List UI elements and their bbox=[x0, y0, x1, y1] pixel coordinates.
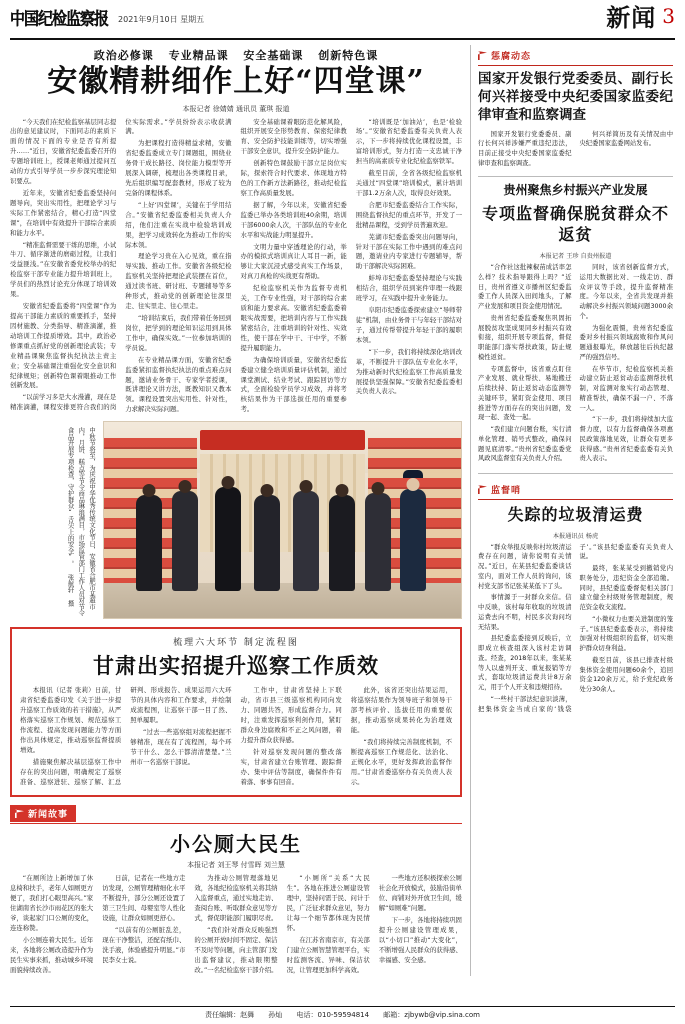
kicker-4: 创新特色课 bbox=[318, 49, 379, 62]
guizhou-para: “我们建立问题台账，实行清单化管理、销号式整改，确保问题见底清零。”贵州省纪委监委党风政风监督室有关负责人介绍。 bbox=[478, 426, 572, 463]
news-story-para: “小厕所”关系“大民生”。各地在推进公厕建设管理中，坚持问需于民、问计于民，广泛征求群众意见，努力让每一个细节都体现为民情怀。 bbox=[286, 874, 370, 933]
supervision-headline: 失踪的垃圾清运费 bbox=[507, 505, 644, 525]
photo-block bbox=[10, 421, 462, 619]
masthead bbox=[10, 3, 675, 40]
guizhou-para: “下一步，我们将持续加大监督力度，以有力监督确保各项惠民政策落地见效，让群众有更多获得感。”贵州省纪委监委有关负责人表示。 bbox=[579, 416, 673, 463]
photo-caption: 中秋节将至，为庆祝中华优秀传统文化节日，安徽省合肥市某超市内，月饼、糕点等节令商品琳琅满目，市场监管部门工作人员对节令食品开展专项检查，守护群众“舌尖上的安全”。 bbox=[66, 427, 95, 617]
photo-banner bbox=[200, 430, 364, 450]
lead-para: 阜阳市纪委监委探索建立“导师带徒”机制，由业务骨干与年轻干部结对子，通过传帮带提升年轻干部的履职本领。 bbox=[355, 306, 462, 344]
supervision-byline: 本报通讯员 杨虎 bbox=[552, 532, 599, 540]
news-story-para: “在厕所边上新增加了休息椅和扶手，老年人如厕更方便了，我们打心眼里高兴。”家住湖南省长沙市雨花区的张大爷，谈起家门口公厕的变化，连连称赞。 bbox=[10, 874, 94, 933]
photo-person bbox=[254, 495, 280, 591]
guizhou-byline: 本报记者 王珍 自贵州报道 bbox=[539, 253, 612, 261]
photo-credit: 张航轩 摄 bbox=[66, 574, 74, 607]
footer-phone: 电话：010-59594814 bbox=[296, 1011, 370, 1019]
lead-kickers bbox=[10, 47, 462, 63]
corruption-news-body bbox=[478, 130, 673, 169]
photo-person bbox=[215, 487, 241, 591]
feature-para: 本报讯（记者 张莉）日前，甘肃省纪委监委印发《关于进一步提升巡察工作质效的若干措施》，从严格落实巡察工作规划、规范巡察工作流程、提高发现问题能力等方面作出具体规定，推动巡察监督提质增效。 bbox=[20, 686, 122, 754]
supervision-para: 事情源于一封群众来信。信中反映，该村每年收取的垃圾清运费去向不明，村民多次询问均无结果。 bbox=[478, 594, 572, 631]
supervision-flag-label: 监督哨 bbox=[491, 486, 522, 497]
lead-para: “下一步，我们将持续深化培训改革，不断提升干部队伍专业化水平，为推动新时代纪检监察工作高质量发展提供坚强保障。”安徽省纪委监委相关负责人表示。 bbox=[355, 347, 462, 396]
footer-editor: 责任编辑：赵舞 bbox=[205, 1011, 255, 1019]
news-story-section bbox=[10, 797, 462, 975]
feature-para: “过去一些巡察组对流程把握不够精准，现在有了流程图，每个环节干什么、怎么干都清清楚楚。”兰州市一名巡察干部说。 bbox=[130, 727, 232, 766]
news-story-body bbox=[10, 874, 462, 975]
guizhou-para: 在毕节市，纪检监察机关推动建立防止返贫动态监测帮扶机制，对监测对象实行动态管理、精准帮扶，确保不漏一户、不落一人。 bbox=[579, 365, 673, 412]
guizhou-kicker: 贵州聚焦乡村振兴产业发展 bbox=[503, 182, 648, 197]
kicker-3: 安全基础课 bbox=[243, 49, 304, 62]
photo-person bbox=[329, 495, 355, 591]
right-divider-2 bbox=[478, 473, 673, 474]
lead-para: 安徽省纪委监委将“四堂课”作为提高干部能力素质的重要抓手，坚持因材施教、分类指导、精准滴灌，推动培训工作提质增效。其中，政治必修课重点抓好党的创新理论武装；专业精品课聚焦监督执纪执法主责主业；安全基础课注重强化安全意识和纪律规矩；创新特色课着眼推动工作创新发展。 bbox=[10, 302, 117, 390]
guizhou-para: 贵州省纪委监委聚焦巩固拓展脱贫攻坚成果同乡村振兴有效衔接，组织开展专项监督，督促职能部门落实帮扶政策，防止规模性返贫。 bbox=[478, 314, 572, 361]
page-footer bbox=[10, 1006, 675, 1020]
page-number: 3 bbox=[662, 4, 675, 28]
photo-person-officer bbox=[400, 489, 426, 591]
guizhou-para: 专项监督中，该省重点盯住产业发展、就业帮扶、易地搬迁后续扶持、防止返贫动态监测等关键环节，紧盯资金使用、项目推进等方面存在的突出问题，发现一起、查处一起。 bbox=[478, 365, 572, 422]
supervision-body bbox=[478, 543, 673, 715]
lead-para: 蚌埠市纪委监委坚持理论与实践相结合，组织学员到案件审理一线跟班学习，在实践中提升业务能力。 bbox=[355, 274, 462, 303]
news-story-para: 下一步，各地将持续巩固提升公厕建设管理成果，以“小切口”推动“大变化”，不断增强人民群众的获得感、幸福感、安全感。 bbox=[378, 916, 462, 964]
lead-para: 近年来，安徽省纪委监委坚持问题导向，突出实用性，把理论学习与实际工作紧密结合，精心打造“四堂课”，在培训中有效提升干部综合素质和能力水平。 bbox=[10, 188, 117, 237]
lead-para: 为确保培训质量，安徽省纪委监委建立健全培训质量评估机制，通过课堂测试、结业考试、跟踪回访等方式，全面检验学员学习成效，并将考核结果作为干部选拔任用的重要参考。 bbox=[240, 355, 347, 414]
feature-para: 针对巡察发现问题的整改落实，甘肃省建立台账管理、跟踪督办、集中评估等制度，确保件件有着落、事事有回音。 bbox=[240, 747, 342, 786]
lead-para: 截至目前，全省各级纪检监察机关通过“四堂课”培训模式，累计培训干部1.2万余人次，取得良好效果。 bbox=[355, 169, 462, 197]
masthead-left bbox=[10, 6, 205, 30]
page-body bbox=[10, 45, 675, 976]
lead-para: “培训结束后，我们带着任务回到岗位，把学到的理论知识运用到具体工作中，确保实效。”一位参加培训的学员说。 bbox=[125, 314, 232, 352]
photo-person bbox=[172, 491, 198, 591]
lead-para: 在专业精品课方面，安徽省纪委监委紧扣监督执纪执法的重点难点问题，邀请业务骨干、专家学者授课，既讲理论又讲方法，既教知识又教本领。课程设置突出实用性、针对性，力求解决实际问题。 bbox=[125, 355, 232, 414]
kicker-1: 政治必修课 bbox=[93, 49, 154, 62]
lead-para: 文明力量中穿透理论的行动，举办的模拟式培训真让人耳目一新，能够让大家沉浸式感受真实工作场景，对真刀真枪的实战更有帮助。 bbox=[240, 242, 347, 281]
feature-para: 工作中，甘肃省坚持上下联动，省市县三级巡察机构同向发力、同题共答，形成监督合力。同时，注重发挥巡察利剑作用，紧盯群众身边腐败和不正之风问题，着力提升群众获得感。 bbox=[240, 686, 342, 744]
feature-para: “我们将持续完善制度机制，不断提高巡察工作规范化、法治化、正规化水平，更好发挥政治监督作用。”甘肃省委巡察办有关负责人表示。 bbox=[350, 737, 452, 786]
right-divider-1 bbox=[478, 176, 673, 177]
lead-para: “以前学习多是大水漫灌，现在是精准滴灌，课程安排更符合我们的岗位实际需求。”学员纷纷表示收获满满。 bbox=[10, 117, 232, 412]
corruption-news-para: 何兴祥简历及有关情况由中央纪委国家监委网站发布。 bbox=[579, 130, 673, 148]
guizhou-para: “合作社这批辣椒苗成活率怎么样？技术指导跟得上吗？”近日，贵州省遵义市播州区纪委监委工作人员深入田间地头，了解产业发展和项目资金使用情况。 bbox=[478, 264, 572, 311]
corruption-news-para: 国家开发银行党委委员、副行长何兴祥涉嫌严重违纪违法，目前正接受中央纪委国家监委纪律审查和监察调查。 bbox=[478, 130, 572, 167]
news-story-para: 一些地方还积极探索公厕社会化开放模式，鼓励沿街单位、商铺对外开放卫生间，缓解“如厕难”问题。 bbox=[378, 874, 462, 913]
footer-proof: 孙灿 bbox=[268, 1011, 283, 1019]
guizhou-para: 同时，该省创新监督方式，运用大数据比对、一线走访、群众评议等手段，提升监督精准度。今年以来，全省共发现并推动解决乡村振兴领域问题3000余个。 bbox=[579, 264, 673, 320]
flag-icon bbox=[478, 485, 487, 494]
news-story-flag-label: 新闻故事 bbox=[28, 810, 69, 821]
news-story-para: “我们针对群众反映强烈的公厕开放时间不固定、保洁不及时等问题，向主管部门发出监督建议，推动限期整改。”一名纪检监察干部介绍。 bbox=[194, 926, 278, 974]
news-story-byline: 本报记者 刘王琴 付雪晖 刘兰慧 bbox=[187, 861, 285, 870]
supervision-rule bbox=[478, 499, 673, 500]
right-column bbox=[470, 45, 673, 976]
lead-para: 安全基础课着眼防范化解风险，组织开展安全形势教育、保密纪律教育、安全防护技能训练等，切实增强干部安全意识，提升安全防护能力。 bbox=[240, 117, 347, 156]
news-story-para: 在江苏省南京市，有关部门建立公厕智慧管理平台，实时监测客流、异味、保洁状况，让管理更加科学高效。 bbox=[286, 935, 370, 974]
supervision-para: 最终，张某某受到撤销党内职务处分，违纪资金全部追缴。同时，县纪委监委督促相关部门建立健全村级财务管理制度，规范资金收支流程。 bbox=[579, 565, 673, 612]
feature-para: 此外，该省还突出结果运用，将巡察结果作为领导班子和领导干部考核评价、选拔任用的重要依据，推动巡察成果转化为治理效能。 bbox=[350, 686, 452, 734]
photo-person bbox=[365, 493, 391, 591]
supervision-para: “小微权力也要关进制度的笼子。”该县纪委监委表示，将持续加强对村级组织的监督，切实维护群众切身利益。 bbox=[579, 615, 673, 653]
news-photo bbox=[103, 421, 462, 619]
paper-title: 中国纪检监察报 bbox=[10, 8, 109, 30]
section-title: 新闻 bbox=[606, 3, 657, 32]
feature-para: 措施聚焦解决基层巡察工作中存在的突出问题，明确规定了巡察准备、巡察进驻、巡察了解、汇总研判、形成报告、成果运用六大环节的具体内容和工作要求，并绘制成流程图，让巡察干部一目了然、照单履职。 bbox=[20, 686, 232, 786]
supervision-flag bbox=[478, 483, 521, 496]
corruption-news-rule bbox=[478, 65, 673, 66]
corruption-news-flag-label: 惩腐动态 bbox=[491, 52, 532, 62]
guizhou-headline: 专项监督确保脱贫群众不返贫 bbox=[481, 203, 669, 245]
news-story-para: 为推动公厕管理落地见效，各地纪检监察机关将其纳入监督重点，通过实地走访、查阅台账、听取群众意见等方式，督促职能部门履职尽责。 bbox=[194, 874, 278, 923]
lead-para: 创新特色课鼓励干部立足岗位实际，探索符合时代要求、体现地方特色的工作新方法新路径，推动纪检监察工作高质量发展。 bbox=[240, 159, 347, 197]
news-story-headline: 小公厕大民生 bbox=[170, 832, 302, 857]
feature-headline: 甘肃出实招提升巡察工作质效 bbox=[93, 653, 379, 679]
flag-icon bbox=[478, 51, 487, 60]
lead-para: 合肥市纪委监委结合工作实际，围绕监督执纪的重点环节，开发了一批精品课程，受到学员普遍欢迎。 bbox=[355, 200, 462, 229]
lead-body bbox=[10, 118, 462, 416]
lead-para: “上好‘四堂课’，关键在于学用结合。”安徽省纪委监委相关负责人介绍，他们注重在实战中检验培训成果，把学习成效转化为推动工作的实际本领。 bbox=[125, 200, 232, 249]
kicker-2: 专业精品课 bbox=[168, 49, 229, 62]
lead-para: 纪检监察机关作为监督专责机关，工作专业性强，对干部的综合素质和能力要求高。安徽省纪委监委着眼实战需要，把培训内容与工作实践紧密结合，注重培训的针对性、实效性，使干部在学中干、干中学，不断提升履职能力。 bbox=[240, 284, 347, 352]
supervision-para: “一些村干部法纪意识淡薄，把集体资金当成自家的‘钱袋子’。”该县纪委监委有关负责人说。 bbox=[478, 543, 673, 713]
guizhou-para: 为强化震慑，贵州省纪委监委对乡村振兴领域腐败和作风问题通报曝光，释放越往后执纪越严的强烈信号。 bbox=[579, 324, 673, 361]
main-column bbox=[10, 45, 462, 976]
feature-kicker: 梳理六大环节 制定流程图 bbox=[173, 638, 299, 649]
lead-para: “今天我们在纪检监察基层同志提出的意见建议时，下面同志的素质下面的情况下面的专业是否有所提升……”近日，安徽省纪委监委召开的专题培训班上，授课老师通过提问互动的方式引导学员一步步深究理论知识要点。 bbox=[10, 117, 117, 186]
supervision-para: 县纪委监委接到反映后，立即成立核查组深入该村走访调查。经查，2018年以来，张某某等人以虚列开支、重复报销等方式，套取垃圾清运费共计8万余元，用于个人开支和违规招待。 bbox=[478, 635, 572, 692]
publication-date: 2021年9月10日 星期五 bbox=[118, 15, 205, 24]
news-story-para: 小公厕连着大民生。近年来，各地将公厕改造提升作为民生实事来抓，推动城乡环境面貌持续改善。 bbox=[10, 935, 94, 974]
photo-caption-text bbox=[10, 421, 96, 616]
guizhou-body bbox=[478, 263, 673, 466]
lead-para: 理论学习贵在入心见效，重在指导实践、推动工作。安徽省各级纪检监察机关坚持把理论武装摆在首位，通过读书班、研讨班、专题辅导等多种形式，推动党的创新理论往深里走、往实里走、往心里走。 bbox=[125, 252, 232, 311]
flag-icon bbox=[15, 809, 24, 818]
news-story-flag bbox=[10, 805, 76, 822]
lead-para: 为把课程打造得精益求精，安徽省纪委监委成立专门课题组，围绕业务骨干成长路径、岗位能力模型等开展深入调研，梳理出各类课程目录，先后组织编写配套教材，形成了较为完备的课程体系。 bbox=[125, 139, 232, 197]
news-story-rule bbox=[10, 823, 462, 824]
corruption-news-headline: 国家开发银行党委委员、副行长何兴祥接受中央纪委国家监委纪律审查和监察调查 bbox=[478, 71, 673, 124]
supervision-para: “群众举报反映你村垃圾清运费存在问题，请你说明有关情况。”近日，在某县纪委监委谈话室内，面对工作人员的询问，该村党支部书记张某某低下了头。 bbox=[478, 543, 572, 590]
news-story-para: “以前有的公厕脏乱差，现在干净整洁，还配有纸巾、洗手液，体验感提升明显。”市民李女士说。 bbox=[102, 926, 186, 964]
feature-box bbox=[10, 627, 462, 797]
footer-email: 邮箱：zjbywb@vip.sina.com bbox=[383, 1011, 480, 1019]
photo-person bbox=[136, 495, 162, 591]
photo-person bbox=[293, 491, 319, 591]
lead-headline: 安徽精耕细作上好“四堂课” bbox=[47, 64, 425, 99]
lead-byline: 本报记者 徐婧婧 通讯员 董琪 报道 bbox=[182, 104, 290, 113]
feature-body bbox=[20, 686, 452, 787]
masthead-right bbox=[606, 3, 675, 32]
lead-para: “精准监督需要干练的思维，小试牛刀、循序渐进的磨砺过程，让我们受益匪浅。”在安徽省委党校举办的纪检监察干部专业能力提升培训班上，学员们的热烈讨论充分体现了培训效果。 bbox=[10, 240, 117, 299]
corruption-news-flag bbox=[478, 49, 531, 62]
news-story-para: 日前，记者在一些地方走访发现，公厕管理精细化水平不断提升，部分公厕还设置了第三卫生间、母婴室等人性化设施，让群众如厕更舒心。 bbox=[102, 874, 186, 923]
lead-para: 芜湖市纪委监委突出问题导向，针对干部在实际工作中遇到的难点问题，邀请业内专家进行专题辅导，帮助干部解决实际困难。 bbox=[355, 232, 462, 271]
lead-para: 据了解，今年以来，安徽省纪委监委已举办各类培训班40余期，培训干部6000余人次，干部队伍的专业化水平和实战能力明显提升。 bbox=[240, 200, 347, 239]
supervision-para: 截至目前，该县已排查村级集体资金使用问题60余个，追回资金120余万元，给予党纪政务处分30余人。 bbox=[579, 656, 673, 694]
lead-para: “培训既是‘加油站’，也是‘检验场’。”安徽省纪委监委有关负责人表示，下一步将持续优化课程设置，丰富培训形式，努力打造一支忠诚干净担当的高素质专业化纪检监察铁军。 bbox=[355, 117, 462, 166]
